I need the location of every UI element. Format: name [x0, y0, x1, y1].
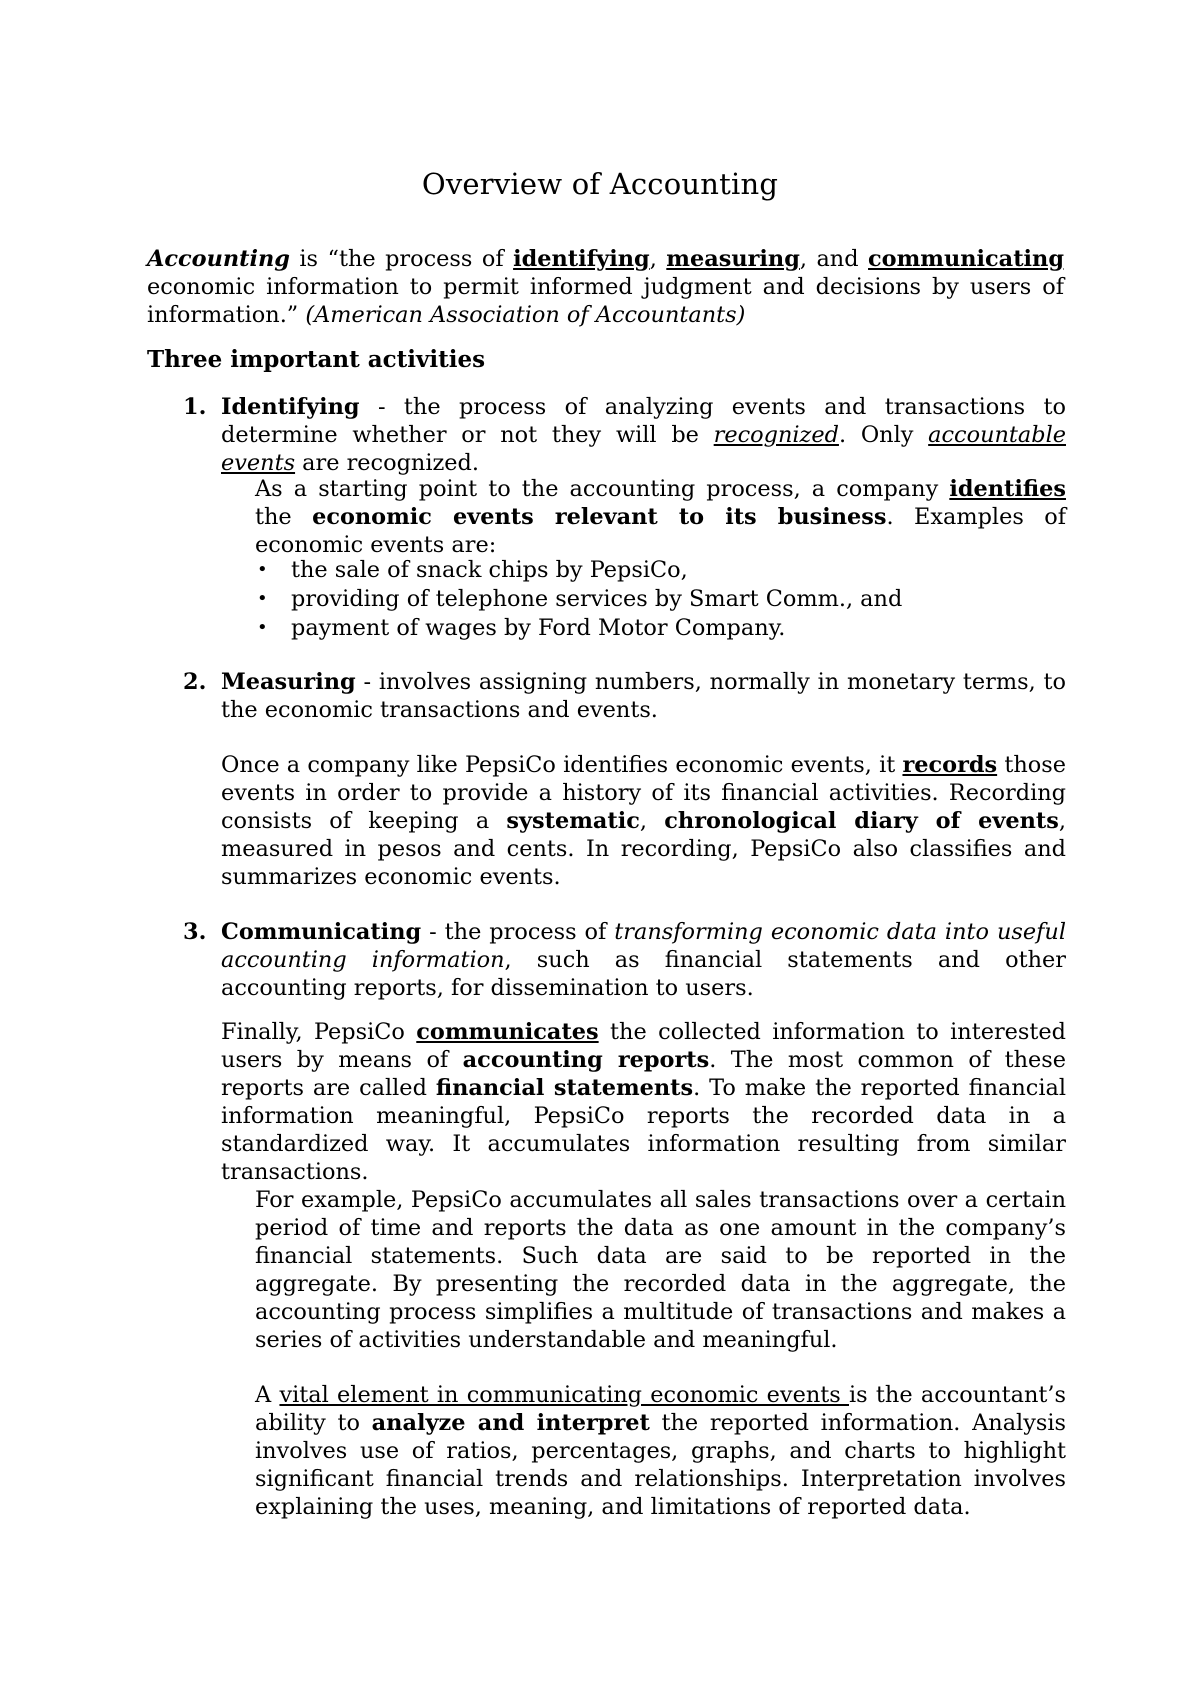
item-3-definition: Communicating - the process of transforming economic data into useful accounting information, such as financial statements and other accounting reports, for dissemination to users. [221, 919, 1066, 1001]
item-1-term: Identifying [221, 394, 360, 420]
item-3-number: 3. [183, 919, 207, 945]
keyword-communicating: communicating [868, 246, 1064, 272]
item-2-term: Measuring [221, 669, 356, 695]
identifies-text: identifies [949, 476, 1066, 502]
records-text: records [902, 752, 998, 778]
item-2-number: 2. [183, 669, 207, 695]
bullet-icon: • [257, 559, 268, 580]
recognized-text: recognized [713, 422, 839, 448]
bullet-icon: • [257, 617, 268, 638]
keyword-identifying: identifying [513, 246, 650, 272]
list-item: • the sale of snack chips by PepsiCo, [257, 557, 688, 583]
economic-events-list [255, 556, 1055, 643]
vital-element-text: vital element in communicating economic events [279, 1382, 849, 1408]
bullet-icon: • [257, 588, 268, 609]
item-3-explanation: Finally, PepsiCo communicates the collected information to interested users by means of accounting reports. The most common of these reports are called financial statements. To make the reported financial information meaningful, PepsiCo reports the recorded data in a standardized way. It accumulates information resulting from similar transactions. [221, 1019, 1067, 1185]
item-2-explanation: Once a company like PepsiCo identifies economic events, it records those events in order to provide a history of its financial activities. Recording consists of keeping a systematic, chronological diary of events, measured in pesos and cents. In recording, PepsiCo also classifies and summarizes economic events. [221, 752, 1066, 890]
keyword-measuring: measuring [666, 246, 800, 272]
item-1-explanation: As a starting point to the accounting process, a company identifies the economic events relevant to its business. Examples of economic events are: [255, 476, 1066, 558]
definition-term: Accounting [147, 246, 290, 272]
definition-source: (American Association of Accountants) [305, 302, 746, 328]
list-item: • payment of wages by Ford Motor Company. [257, 615, 786, 641]
page-title: Overview of Accounting [421, 167, 779, 201]
definition-paragraph: Accounting is “the process of identifying, measuring, and communicating economic information to permit informed judgment and decisions by users of information.” (American Association of Accountants) [147, 246, 1064, 328]
communicates-text: communicates [416, 1019, 599, 1045]
activities-heading: Three important activities [147, 346, 486, 373]
list-item: • providing of telephone services by Smart Comm., and [257, 586, 903, 612]
aggregate-example-paragraph: For example, PepsiCo accumulates all sales transactions over a certain period of time and reports the data as one amount in the company’s financial statements. Such data are said to be reported in the aggregate. By presenting the recorded data in the aggregate, the accounting process simplifies a multitude of transactions and makes a series of activities understandable and meaningful. [255, 1187, 1066, 1353]
item-1-definition: Identifying - the process of analyzing events and transactions to determine whether or not they will be recognized. Only accountable events are recognized. [221, 394, 1066, 476]
item-3-term: Communicating [221, 919, 422, 945]
accountable-events-text: accountable events [221, 422, 1066, 476]
item-1-number: 1. [183, 394, 207, 420]
item-2-definition: Measuring - involves assigning numbers, normally in monetary terms, to the economic transactions and events. [221, 669, 1066, 723]
analysis-paragraph: A vital element in communicating economic events is the accountant’s ability to analyze and interpret the reported information. Analysis involves use of ratios, percentages, graphs, and charts to highlight significant financial trends and relationships. Interpretation involves explaining the uses, meaning, and limitations of reported data. [255, 1382, 1066, 1520]
